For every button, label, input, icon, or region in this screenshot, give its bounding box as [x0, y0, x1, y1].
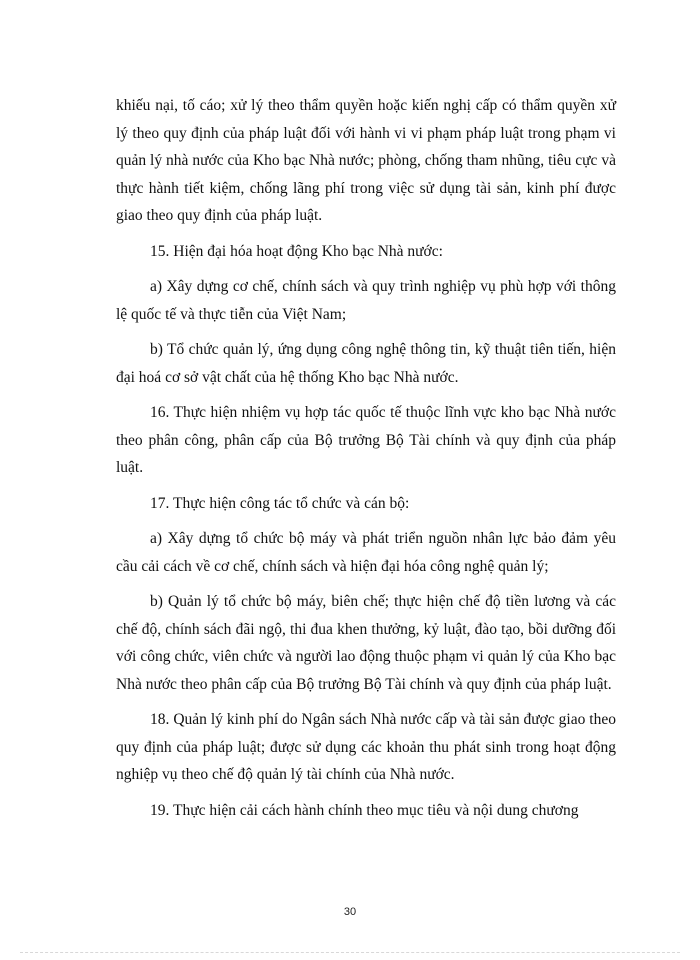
- document-body: [116, 92, 616, 832]
- paragraph-item-18: 18. Quản lý kinh phí do Ngân sách Nhà nước cấp và tài sản được giao theo quy định của pháp luật; được sử dụng các khoản thu phát sinh trong hoạt động nghiệp vụ theo chế độ quản lý tài chính của Nhà nước.: [116, 711, 616, 783]
- paragraph-item-16: 16. Thực hiện nhiệm vụ hợp tác quốc tế thuộc lĩnh vực kho bạc Nhà nước theo phân công, phân cấp của Bộ trưởng Bộ Tài chính và quy định của pháp luật.: [116, 404, 616, 476]
- paragraph-item-15a: a) Xây dựng cơ chế, chính sách và quy trình nghiệp vụ phù hợp với thông lệ quốc tế và thực tiễn của Việt Nam;: [116, 278, 616, 323]
- paragraph-item-17b: b) Quản lý tổ chức bộ máy, biên chế; thực hiện chế độ tiền lương và các chế độ, chính sách đãi ngộ, thi đua khen thưởng, kỷ luật, đào tạo, bồi dưỡng đối với công chức, viên chức và người lao động thuộc phạm vi quản lý của Kho bạc Nhà nước theo phân cấp của Bộ trưởng Bộ Tài chính và quy định của pháp luật.: [116, 593, 616, 693]
- paragraph-continuation: khiếu nại, tố cáo; xử lý theo thẩm quyền hoặc kiến nghị cấp có thẩm quyền xử lý theo quy định của pháp luật đối với hành vi vi phạm pháp luật trong phạm vi quản lý nhà nước của Kho bạc Nhà nước; phòng, chống tham nhũng, tiêu cực và thực hành tiết kiệm, chống lãng phí trong việc sử dụng tài sản, kinh phí được giao theo quy định của pháp luật.: [116, 97, 616, 224]
- paragraph-item-19: 19. Thực hiện cải cách hành chính theo mục tiêu và nội dung chương: [150, 801, 579, 819]
- paragraph-item-17a: a) Xây dựng tổ chức bộ máy và phát triển nguồn nhân lực bảo đảm yêu cầu cải cách về cơ chế, chính sách và hiện đại hóa công nghệ quản lý;: [116, 530, 616, 575]
- paragraph-item-17: 17. Thực hiện công tác tổ chức và cán bộ:: [150, 494, 410, 512]
- paragraph-item-15b: b) Tổ chức quản lý, ứng dụng công nghệ thông tin, kỹ thuật tiên tiến, hiện đại hoá cơ sở vật chất của hệ thống Kho bạc Nhà nước.: [116, 341, 616, 386]
- paragraph-item-15: 15. Hiện đại hóa hoạt động Kho bạc Nhà nước:: [150, 242, 443, 260]
- page-bottom-divider: [20, 952, 680, 953]
- page-number: 30: [343, 906, 357, 918]
